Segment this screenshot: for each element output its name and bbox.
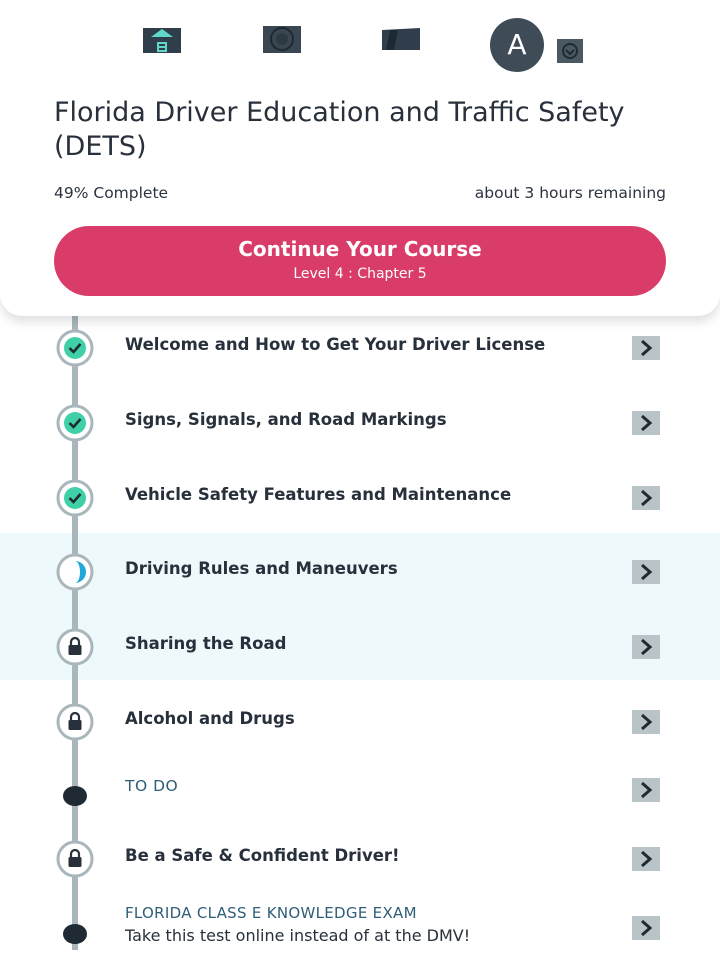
continue-course-label: Continue Your Course [238, 237, 482, 261]
chapter-title: Driving Rules and Maneuvers [125, 559, 398, 578]
chapter-title: Be a Safe & Confident Driver! [125, 846, 400, 865]
exam-title: FLORIDA CLASS E KNOWLEDGE EXAM [125, 904, 417, 922]
chevron-right-icon[interactable] [632, 847, 660, 871]
exam-subtitle: Take this test online instead of at the DMV! [125, 926, 471, 945]
avatar[interactable] [490, 18, 544, 72]
chevron-right-icon[interactable] [632, 560, 660, 584]
chapter-row[interactable] [0, 760, 720, 816]
chevron-right-icon[interactable] [632, 710, 660, 734]
book-icon[interactable] [380, 24, 422, 54]
chevron-right-icon[interactable] [632, 635, 660, 659]
continue-course-button[interactable] [54, 226, 666, 296]
chevron-right-icon[interactable] [632, 916, 660, 940]
lock-icon [53, 837, 97, 881]
chapter-row[interactable] [0, 898, 720, 954]
chapter-title: Welcome and How to Get Your Driver License [125, 335, 546, 354]
check-icon [53, 401, 97, 445]
chevron-right-icon[interactable] [632, 336, 660, 360]
chapter-row[interactable] [0, 468, 720, 524]
chapter-title: Signs, Signals, and Road Markings [125, 410, 447, 429]
home-icon[interactable] [141, 24, 183, 54]
check-icon [53, 476, 97, 520]
chapter-row[interactable] [0, 542, 720, 598]
chapter-title: Alcohol and Drugs [125, 709, 295, 728]
chapter-row[interactable] [0, 393, 720, 449]
chapter-row[interactable] [0, 829, 720, 885]
avatar-initial: A [507, 28, 527, 61]
chapter-row[interactable] [0, 318, 720, 374]
chevron-right-icon[interactable] [632, 486, 660, 510]
lock-icon [53, 625, 97, 669]
progress-pie-icon [53, 550, 97, 594]
page-title: Florida Driver Education and Traffic Safety (DETS) [54, 97, 625, 162]
chevron-down-icon[interactable] [556, 38, 584, 64]
continue-course-sublabel: Level 4 : Chapter 5 [293, 266, 427, 282]
chapter-title: Sharing the Road [125, 634, 287, 653]
dot-icon [53, 768, 97, 812]
chapter-row[interactable] [0, 692, 720, 748]
chapter-title: Vehicle Safety Features and Maintenance [125, 485, 512, 504]
time-remaining-label: about 3 hours remaining [474, 184, 666, 202]
chevron-right-icon[interactable] [632, 411, 660, 435]
progress-label: 49% Complete [54, 184, 169, 202]
chapter-row[interactable] [0, 617, 720, 673]
chapter-title: TO DO [125, 777, 179, 795]
support-icon[interactable] [261, 24, 303, 54]
chevron-right-icon[interactable] [632, 778, 660, 802]
course-header-card [0, 0, 720, 316]
lock-icon [53, 700, 97, 744]
top-nav [0, 14, 720, 64]
check-icon [53, 326, 97, 370]
dot-icon [53, 906, 97, 950]
